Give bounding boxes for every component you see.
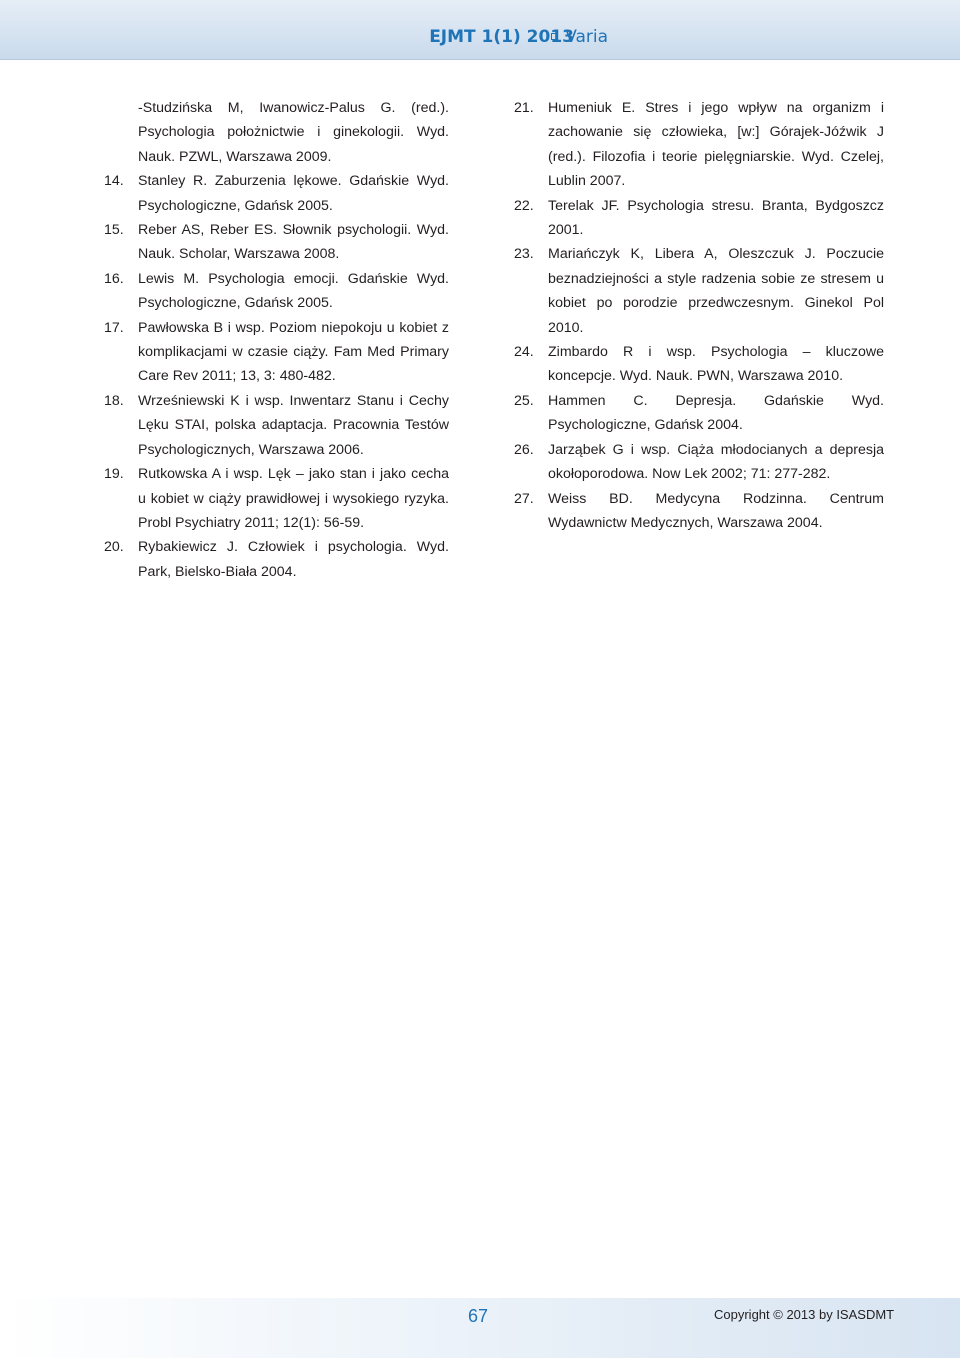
reference-number: 20.: [104, 539, 124, 556]
reference-item: [514, 487, 884, 536]
square-bullet-icon: [551, 33, 558, 40]
reference-text: Stanley R. Zaburzenia lękowe. Gdańskie Wyd. Psychologiczne, Gdańsk 2005.: [138, 173, 449, 214]
reference-item: [514, 340, 884, 389]
reference-text: Wrześniewski K i wsp. Inwentarz Stanu i Cechy Lęku STAI, polska adaptacja. Pracownia Testów Psychologicznych, Warszawa 2006.: [138, 392, 449, 458]
reference-item: [104, 316, 449, 389]
reference-number: 19.: [104, 466, 124, 483]
copyright-notice: Copyright © 2013 by ISASDMT: [714, 1307, 895, 1322]
reference-text: Mariańczyk K, Libera A, Oleszczuk J. Poczucie beznadziejności a style radzenia sobie ze stresem u kobiet po porodzie przedwczesnym. Ginekol Pol 2010.: [548, 246, 884, 336]
reference-number: 21.: [514, 100, 534, 116]
reference-text: Pawłowska B i wsp. Poziom niepokoju u kobiet z komplikacjami w czasie ciąży. Fam Med Primary Care Rev 2011; 13, 3: 480-482.: [138, 319, 449, 385]
reference-item: [104, 218, 449, 267]
reference-number: 24.: [514, 344, 534, 361]
reference-text: Rutkowska A i wsp. Lęk – jako stan i jako cecha u kobiet w ciąży prawidłowej i wysokiego ryzyka. Probl Psychiatry 2011; 12(1): 56-59.: [138, 466, 449, 531]
reference-number: 17.: [104, 319, 124, 336]
reference-number: 27.: [514, 490, 534, 507]
reference-text: Zimbardo R i wsp. Psychologia – kluczowe koncepcje. Wyd. Nauk. PWN, Warszawa 2010.: [548, 344, 884, 385]
page-number: 67: [468, 1306, 489, 1326]
reference-text: -Studzińska M, Iwanowicz-Palus G. (red.). Psychologia położnictwie i ginekologii. Wyd. Nauk. PZWL, Warszawa 2009.: [138, 100, 449, 165]
reference-text: Reber AS, Reber ES. Słownik psychologii. Wyd. Nauk. Scholar, Warszawa 2008.: [138, 222, 449, 263]
reference-text: Terelak JF. Psychologia stresu. Branta, Bydgoszcz 2001.: [548, 197, 884, 239]
page-header: [0, 0, 960, 60]
reference-item: [104, 169, 449, 218]
reference-number: 14.: [104, 173, 124, 190]
reference-text: Weiss BD. Medycyna Rodzinna. Centrum Wydawnictw Medycznych, Warszawa 2004.: [548, 490, 884, 531]
reference-item: [514, 96, 884, 194]
reference-item: [104, 535, 449, 584]
reference-text: Hammen C. Depresja. Gdańskie Wyd. Psychologiczne, Gdańsk 2004.: [548, 392, 884, 434]
reference-item: [104, 462, 449, 535]
reference-item: [514, 389, 884, 438]
reference-number: 22.: [514, 197, 534, 214]
reference-text: Rybakiewicz J. Człowiek i psychologia. Wyd. Park, Bielsko-Biała 2004.: [138, 539, 449, 580]
reference-number: 16.: [104, 270, 124, 287]
journal-title: EJMT 1(1) 2013: [429, 27, 574, 47]
reference-number: 18.: [104, 392, 124, 409]
references-left-column: [104, 96, 449, 584]
reference-item: [104, 96, 449, 169]
reference-text: Lewis M. Psychologia emocji. Gdańskie Wyd. Psychologiczne, Gdańsk 2005.: [138, 270, 449, 312]
reference-number: 25.: [514, 392, 534, 409]
running-head: [429, 27, 609, 47]
reference-item: [514, 194, 884, 243]
references-right-column: [514, 96, 884, 535]
reference-text: Humeniuk E. Stres i jego wpływ na organizm i zachowanie się człowieka, [w:] Górajek-Jóźwik J (red.). Filozofia i teorie pielęgniarskie. Wyd. Czelej, Lublin 2007.: [548, 100, 884, 190]
reference-item: [514, 242, 884, 340]
reference-number: 23.: [514, 246, 534, 263]
reference-number: 15.: [104, 222, 124, 239]
reference-text: Jarząbek G i wsp. Ciąża młodocianych a depresja okołoporodowa. Now Lek 2002; 71: 277-282.: [548, 441, 884, 483]
reference-number: 26.: [514, 441, 534, 458]
section-name: Varia: [565, 27, 609, 47]
reference-item: [104, 267, 449, 316]
reference-item: [514, 438, 884, 487]
reference-item: [104, 389, 449, 462]
